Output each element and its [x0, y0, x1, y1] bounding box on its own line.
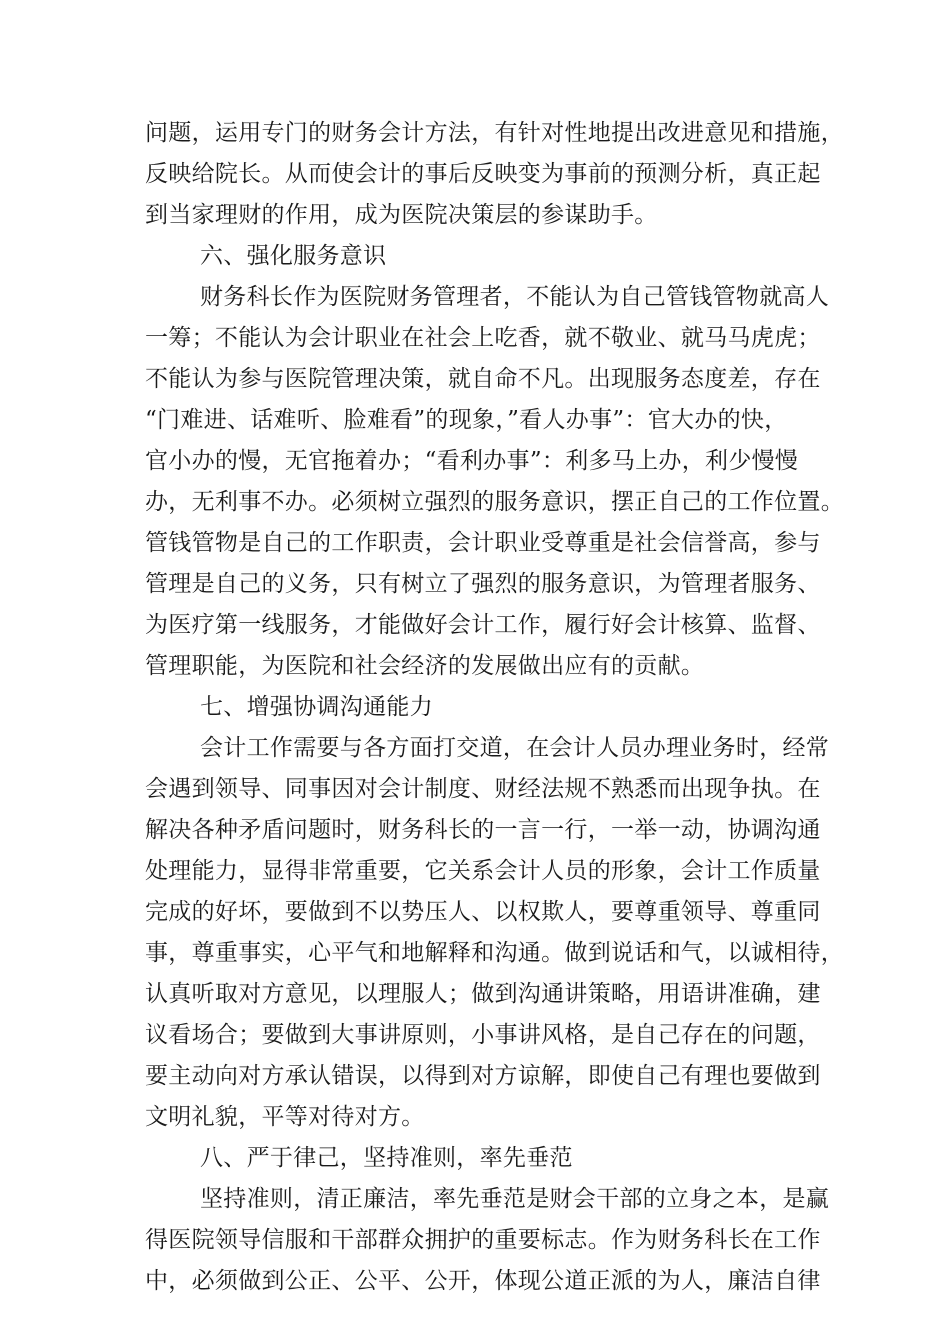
- section-heading-7: 七、增强协调沟通能力: [200, 694, 433, 720]
- body-line: 办，无利事不办。必须树立强烈的服务意识，摆正自己的工作位置。: [145, 489, 844, 515]
- body-line: “门难进、话难听、脸难看”的现象，”看人办事”：官大办的快，: [145, 407, 788, 433]
- section-heading-6: 六、强化服务意识: [200, 243, 387, 269]
- body-line: 文明礼貌，平等对待对方。: [145, 1104, 425, 1130]
- body-line: 认真听取对方意见，以理服人；做到沟通讲策略，用语讲准确，建: [145, 981, 821, 1007]
- body-line: 解决各种矛盾问题时，财务科长的一言一行，一举一动，协调沟通: [145, 817, 821, 843]
- body-line: 得医院领导信服和干部群众拥护的重要标志。作为财务科长在工作: [145, 1227, 821, 1253]
- body-line: 一筹；不能认为会计职业在社会上吃香，就不敬业、就马马虎虎；: [145, 325, 821, 351]
- body-line: 官小办的慢，无官拖着办；“看利办事”：利多马上办，利少慢慢: [145, 448, 799, 474]
- body-line: 管理是自己的义务，只有树立了强烈的服务意识，为管理者服务、: [145, 571, 821, 597]
- body-line: 事，尊重事实，心平气和地解释和沟通。做到说话和气，以诚相待，: [145, 940, 844, 966]
- body-line: 管理职能，为医院和社会经济的发展做出应有的贡献。: [145, 653, 705, 679]
- body-line: 议看场合；要做到大事讲原则，小事讲风格，是自己存在的问题，: [145, 1022, 821, 1048]
- body-line: 处理能力，显得非常重要，它关系会计人员的形象，会计工作质量: [145, 858, 821, 884]
- body-line: 坚持准则，清正廉洁，率先垂范是财会干部的立身之本，是赢: [200, 1186, 830, 1212]
- body-line: 完成的好坏，要做到不以势压人、以权欺人，要尊重领导、尊重同: [145, 899, 821, 925]
- body-line: 要主动向对方承认错误，以得到对方谅解，即使自己有理也要做到: [145, 1063, 821, 1089]
- section-heading-8: 八、严于律己，坚持准则，率先垂范: [200, 1145, 573, 1171]
- body-line: 问题，运用专门的财务会计方法，有针对性地提出改进意见和措施，: [145, 120, 844, 146]
- body-line: 到当家理财的作用，成为医院决策层的参谋助手。: [145, 202, 658, 228]
- body-line: 反映给院长。从而使会计的事后反映变为事前的预测分析，真正起: [145, 161, 821, 187]
- body-line: 管钱管物是自己的工作职责，会计职业受尊重是社会信誉高，参与: [145, 530, 821, 556]
- body-line: 会计工作需要与各方面打交道，在会计人员办理业务时，经常: [200, 735, 830, 761]
- body-line: 中，必须做到公正、公平、公开，体现公道正派的为人，廉洁自律: [145, 1268, 821, 1294]
- body-line: 会遇到领导、同事因对会计制度、财经法规不熟悉而出现争执。在: [145, 776, 821, 802]
- body-line: 不能认为参与医院管理决策，就自命不凡。出现服务态度差，存在: [145, 366, 821, 392]
- body-line: 为医疗第一线服务，才能做好会计工作，履行好会计核算、监督、: [145, 612, 821, 638]
- body-line: 财务科长作为医院财务管理者，不能认为自己管钱管物就高人: [200, 284, 830, 310]
